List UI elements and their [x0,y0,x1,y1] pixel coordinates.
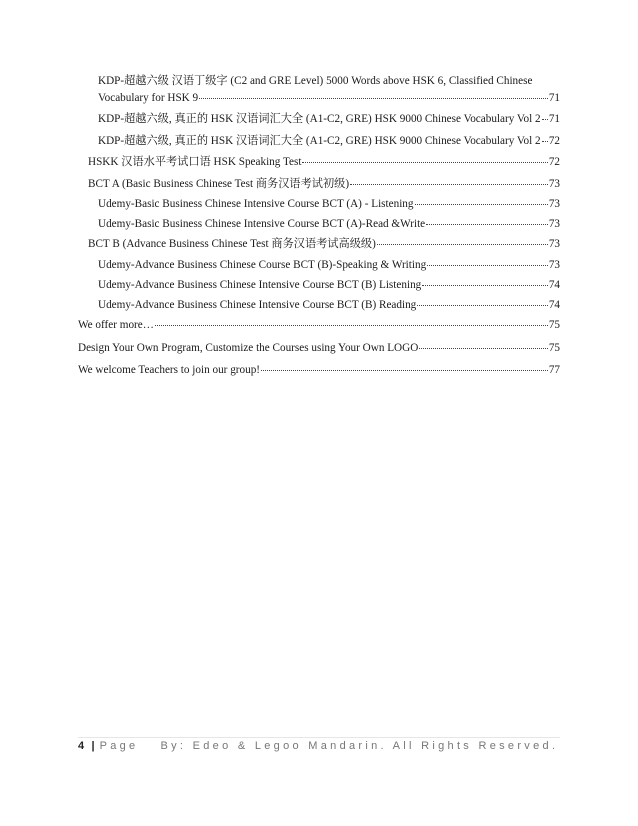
toc-entry-title: KDP-超越六级, 真正的 HSK 汉语词汇大全 (A1-C2, GRE) HSK 9000 Chinese Vocabulary Vol 2 [98,113,541,125]
toc-entry[interactable] [98,74,560,105]
dot-leader [377,243,548,245]
toc-page-number: 74 [548,299,560,311]
toc-page-number: 71 [548,92,560,104]
toc-entry[interactable] [88,155,560,169]
toc-entry[interactable] [88,177,560,191]
toc-entry-title: Udemy-Advance Business Chinese Intensive Course BCT (B) Reading [98,299,417,311]
toc-entry[interactable] [88,237,560,251]
toc-entry-title-line: KDP-超越六级 汉语丁级字 (C2 and GRE Level) 5000 Words above HSK 6, Classified Chinese [98,75,533,87]
toc-entry-title-line: Vocabulary for HSK 9 [98,92,199,104]
dot-leader [542,140,548,142]
toc-entry[interactable] [98,112,560,126]
toc-entry[interactable] [78,363,560,377]
toc-page-number: 73 [548,238,560,250]
toc-entry-title: Udemy-Advance Business Chinese Intensive Course BCT (B) Listening [98,279,422,291]
toc-entry-title: We offer more… [78,319,154,331]
toc-entry-title: HSKK 汉语水平考试口语 HSK Speaking Test [88,156,302,168]
toc-page-number: 73 [548,259,560,271]
toc-page-number: 73 [548,218,560,230]
footer-divider [78,737,560,738]
toc-entry-title: BCT A (Basic Business Chinese Test 商务汉语考试初级) [88,178,350,190]
footer-page-word: Page [99,740,139,752]
toc-page-number: 72 [548,135,560,147]
page-footer [78,740,558,752]
toc-entry-title: We welcome Teachers to join our group! [78,364,261,376]
footer-separator: | [91,740,96,752]
dot-leader [426,223,548,225]
toc-entry-title: Udemy-Advance Business Chinese Course BCT (B)-Speaking & Writing [98,259,427,271]
toc-entry-title: Udemy-Basic Business Chinese Intensive Course BCT (A) - Listening [98,198,414,210]
dot-leader [417,304,548,306]
toc-entry-title: Udemy-Basic Business Chinese Intensive Course BCT (A)-Read &Write [98,218,426,230]
toc-page-number: 75 [548,319,560,331]
toc-entry[interactable] [98,278,560,292]
toc-entry[interactable] [98,258,560,272]
toc-page-number: 73 [548,198,560,210]
toc-entry[interactable] [98,134,560,148]
toc-entry[interactable] [98,197,560,211]
toc-page-number: 72 [548,156,560,168]
toc-page-number: 71 [548,113,560,125]
dot-leader [422,284,548,286]
toc-entry[interactable] [98,217,560,231]
dot-leader [415,203,548,205]
footer-page-number: 4 [78,740,86,752]
dot-leader [427,264,548,266]
toc-page-number: 77 [548,364,560,376]
dot-leader [350,183,548,185]
toc-page-number: 75 [548,342,560,354]
toc-entry-title: KDP-超越六级, 真正的 HSK 汉语词汇大全 (A1-C2, GRE) HSK 9000 Chinese Vocabulary Vol 2 [98,135,541,147]
toc-page-number: 74 [548,279,560,291]
footer-credit: By: Edeo & Legoo Mandarin. All Rights Reserved. [160,740,559,752]
toc-entry[interactable] [78,318,560,332]
toc-entry[interactable] [98,298,560,312]
toc-entry-title: Design Your Own Program, Customize the Courses using Your Own LOGO [78,342,419,354]
dot-leader [261,369,548,371]
dot-leader [419,347,548,349]
toc-page-number: 73 [548,178,560,190]
dot-leader [302,161,547,163]
dot-leader [199,97,548,99]
toc-entry[interactable] [78,341,560,355]
dot-leader [542,118,548,120]
toc-entry-title: BCT B (Advance Business Chinese Test 商务汉语考试高级级) [88,238,376,250]
dot-leader [155,324,548,326]
